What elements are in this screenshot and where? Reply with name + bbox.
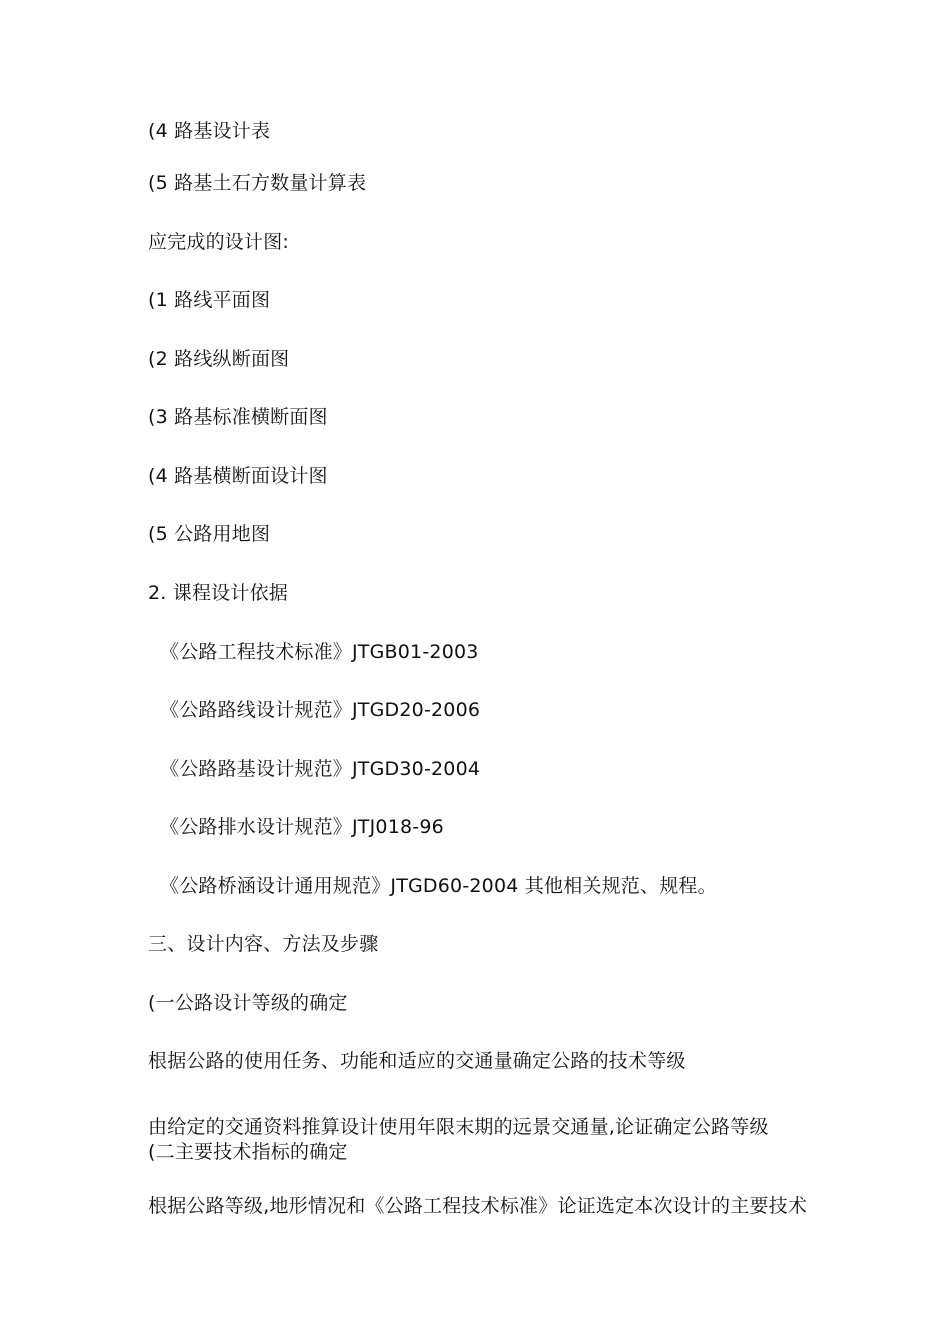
- subheading-main-indicators: (二主要技术指标的确定: [148, 1141, 348, 1163]
- paragraph-grade-basis: 根据公路的使用任务、功能和适应的交通量确定公路的技术等级: [148, 1050, 686, 1072]
- reference-standard-2: 《公路路线设计规范》JTGD20-2006: [160, 699, 481, 721]
- reference-standard-1: 《公路工程技术标准》JTGB01-2003: [160, 641, 479, 663]
- text-line-drawings-heading: 应完成的设计图:: [148, 231, 290, 253]
- text-line-earthwork-table: (5 路基土石方数量计算表: [148, 172, 367, 194]
- section-heading-content-methods: 三、设计内容、方法及步骤: [148, 933, 379, 955]
- reference-standard-5: 《公路桥涵设计通用规范》JTGD60-2004 其他相关规范、规程。: [160, 875, 717, 897]
- text-line-cross-section-design: (4 路基横断面设计图: [148, 465, 328, 487]
- reference-standard-4: 《公路排水设计规范》JTJ018-96: [160, 816, 444, 838]
- text-line-plan-drawing: (1 路线平面图: [148, 289, 271, 311]
- paragraph-technical-indicators: 根据公路等级,地形情况和《公路工程技术标准》论证选定本次设计的主要技术: [148, 1195, 808, 1217]
- subheading-road-grade: (一公路设计等级的确定: [148, 992, 348, 1014]
- text-line-standard-cross-section: (3 路基标准横断面图: [148, 406, 328, 428]
- paragraph-traffic-volume: 由给定的交通资料推算设计使用年限末期的远景交通量,论证确定公路等级: [148, 1116, 769, 1138]
- text-line-profile-drawing: (2 路线纵断面图: [148, 348, 290, 370]
- text-line-land-use-drawing: (5 公路用地图: [148, 523, 271, 545]
- section-heading-basis: 2. 课程设计依据: [148, 582, 288, 604]
- text-line-design-table: (4 路基设计表: [148, 120, 271, 142]
- reference-standard-3: 《公路路基设计规范》JTGD30-2004: [160, 758, 481, 780]
